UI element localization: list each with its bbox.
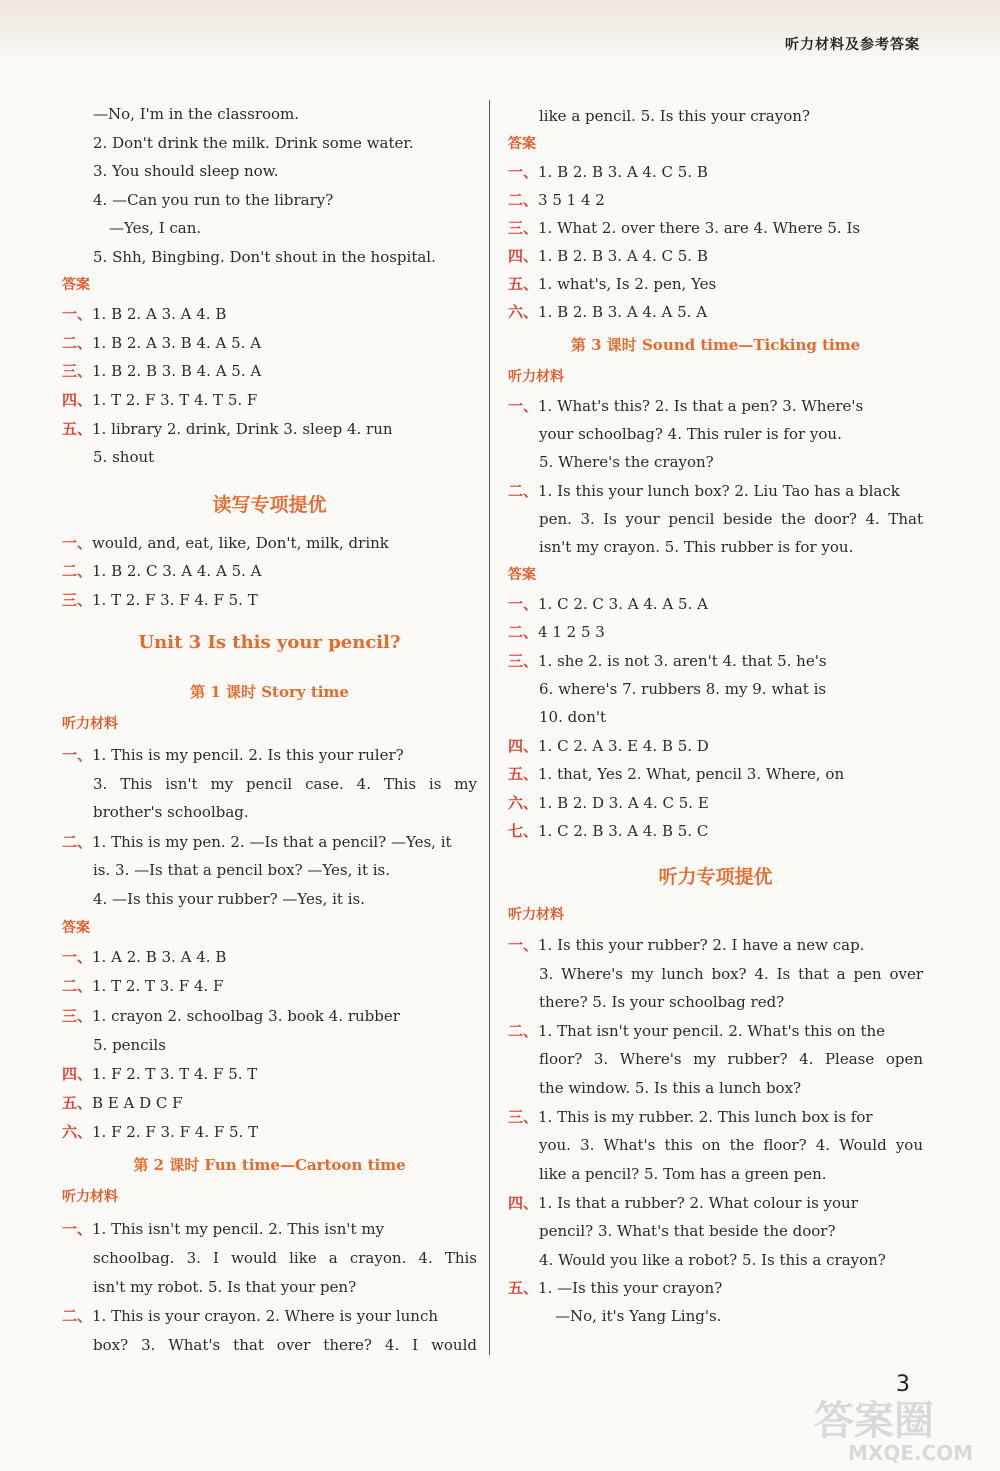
text-line: 5. shout xyxy=(93,448,155,466)
text-line: 五、1. what's, Is 2. pen, Yes xyxy=(508,275,717,293)
text-line: 四、1. B 2. B 3. A 4. C 5. B xyxy=(508,247,708,265)
page-header xyxy=(0,0,1000,62)
text-line: 三、1. she 2. is not 3. aren't 4. that 5. he's xyxy=(508,652,827,670)
text-line: 五、1. —Is this your crayon? xyxy=(508,1279,723,1297)
text-line: 二、1. Is this your lunch box? 2. Liu Tao has a black xyxy=(508,482,900,500)
text-line: 六、1. B 2. B 3. A 4. A 5. A xyxy=(508,303,708,321)
svg-text:MXQE.COM: MXQE.COM xyxy=(848,1441,974,1465)
section-heading: Unit 3 Is this your pencil? xyxy=(138,632,401,653)
text-line: 一、1. C 2. C 3. A 4. A 5. A xyxy=(508,595,708,613)
column-divider xyxy=(489,100,490,1355)
section-label: 答案 xyxy=(508,136,536,152)
text-line: 6. where's 7. rubbers 8. my 9. what is xyxy=(539,680,827,698)
text-line: 一、1. Is this your rubber? 2. I have a new cap. xyxy=(508,936,865,954)
text-line: 四、1. F 2. T 3. T 4. F 5. T xyxy=(62,1065,258,1083)
section-label: 答案 xyxy=(62,277,90,293)
text-line: is. 3. —Is that a pencil box? —Yes, it is. xyxy=(93,861,391,879)
header-title: 听力材料及参考答案 xyxy=(785,37,920,53)
text-line: 六、1. F 2. F 3. F 4. F 5. T xyxy=(62,1123,259,1141)
text-line: 五、B E A D C F xyxy=(62,1094,183,1112)
text-line: 一、would, and, eat, like, Don't, milk, drink xyxy=(62,534,389,552)
text-line: 一、1. What's this? 2. Is that a pen? 3. Where's xyxy=(508,397,864,415)
text-line: 2. Don't drink the milk. Drink some water. xyxy=(93,134,414,152)
text-line: 三、1. crayon 2. schoolbag 3. book 4. rubber xyxy=(62,1007,400,1025)
text-line: your schoolbag? 4. This ruler is for you. xyxy=(539,425,842,443)
text-line: schoolbag. 3. I would like a crayon. 4. This xyxy=(93,1249,477,1267)
text-line: 五、1. that, Yes 2. What, pencil 3. Where, on xyxy=(508,765,845,783)
text-line: 四、1. T 2. F 3. T 4. T 5. F xyxy=(62,391,258,409)
text-line: like a pencil? 5. Tom has a green pen. xyxy=(539,1165,827,1183)
text-line: 4. —Can you run to the library? xyxy=(93,191,334,209)
text-line: 三、1. What 2. over there 3. are 4. Where 5. Is xyxy=(508,219,861,237)
section-heading: 读写专项提优 xyxy=(212,494,327,516)
text-line: 3. You should sleep now. xyxy=(93,162,279,180)
text-line: —No, it's Yang Ling's. xyxy=(555,1307,722,1325)
text-line: 3. Where's my lunch box? 4. Is that a pen over xyxy=(539,965,923,983)
section-heading: 第 1 课时 Story time xyxy=(190,683,349,701)
text-line: 二、1. T 2. T 3. F 4. F xyxy=(62,977,224,995)
text-line: 二、1. B 2. A 3. B 4. A 5. A xyxy=(62,334,262,352)
text-line: 二、1. This is my pen. 2. —Is that a pencil? —Yes, it xyxy=(62,833,452,851)
section-label: 听力材料 xyxy=(508,369,564,385)
text-line: —Yes, I can. xyxy=(109,219,202,237)
text-line: 二、1. This is your crayon. 2. Where is your lunch xyxy=(62,1307,439,1325)
section-heading: 听力专项提优 xyxy=(658,866,773,888)
text-line: 七、1. C 2. B 3. A 4. B 5. C xyxy=(508,822,709,840)
page-number: 3 xyxy=(896,1372,910,1397)
section-label: 答案 xyxy=(508,567,536,583)
text-line: you. 3. What's this on the floor? 4. Would you xyxy=(539,1136,923,1154)
text-line: 一、1. B 2. B 3. A 4. C 5. B xyxy=(508,163,708,181)
text-line: pen. 3. Is your pencil beside the door? 4. That xyxy=(539,510,923,528)
text-line: floor? 3. Where's my rubber? 4. Please open xyxy=(539,1050,923,1068)
text-line: 3. This isn't my pencil case. 4. This is my xyxy=(93,775,477,793)
section-heading: 第 3 课时 Sound time—Ticking time xyxy=(570,336,861,354)
text-line: —No, I'm in the classroom. xyxy=(93,105,300,123)
text-line: isn't my robot. 5. Is that your pen? xyxy=(93,1278,357,1296)
text-line: 三、1. B 2. B 3. B 4. A 5. A xyxy=(62,362,262,380)
section-label: 听力材料 xyxy=(62,1189,118,1205)
section-label: 听力材料 xyxy=(508,907,564,923)
text-line: pencil? 3. What's that beside the door? xyxy=(539,1222,836,1240)
text-line: 5. pencils xyxy=(93,1036,166,1054)
text-line: like a pencil. 5. Is this your crayon? xyxy=(539,107,810,125)
text-line: box? 3. What's that over there? 4. I would xyxy=(93,1336,477,1354)
text-line: 二、3 5 1 4 2 xyxy=(508,191,605,209)
text-line: 4. —Is this your rubber? —Yes, it is. xyxy=(93,890,365,908)
text-line: 一、1. This is my pencil. 2. Is this your ruler? xyxy=(62,746,404,764)
text-line: 10. don't xyxy=(539,708,607,726)
text-line: 5. Where's the crayon? xyxy=(539,453,714,471)
text-line: 六、1. B 2. D 3. A 4. C 5. E xyxy=(508,794,709,812)
svg-text:答案圈: 答案圈 xyxy=(814,1398,934,1444)
text-line: 二、1. That isn't your pencil. 2. What's this on the xyxy=(508,1022,886,1040)
text-line: brother's schoolbag. xyxy=(93,803,249,821)
section-label: 听力材料 xyxy=(62,716,118,732)
text-line: 一、1. A 2. B 3. A 4. B xyxy=(62,948,227,966)
text-line: 三、1. T 2. F 3. F 4. F 5. T xyxy=(62,591,258,609)
text-line: 5. Shh, Bingbing. Don't shout in the hospital. xyxy=(93,248,436,266)
text-line: isn't my crayon. 5. This rubber is for you. xyxy=(539,538,854,556)
text-line: 四、1. Is that a rubber? 2. What colour is your xyxy=(508,1194,858,1212)
text-line: 二、1. B 2. C 3. A 4. A 5. A xyxy=(62,562,262,580)
text-line: 二、4 1 2 5 3 xyxy=(508,623,605,641)
text-line: the window. 5. Is this a lunch box? xyxy=(539,1079,802,1097)
text-line: 三、1. This is my rubber. 2. This lunch box is for xyxy=(508,1108,873,1126)
section-heading: 第 2 课时 Fun time—Cartoon time xyxy=(133,1156,406,1174)
text-line: 4. Would you like a robot? 5. Is this a crayon? xyxy=(539,1251,886,1269)
text-line: 五、1. library 2. drink, Drink 3. sleep 4. run xyxy=(62,420,393,438)
text-line: 一、1. This isn't my pencil. 2. This isn't my xyxy=(62,1220,385,1238)
text-line: 四、1. C 2. A 3. E 4. B 5. D xyxy=(508,737,709,755)
text-line: there? 5. Is your schoolbag red? xyxy=(539,993,785,1011)
text-line: 一、1. B 2. A 3. A 4. B xyxy=(62,305,227,323)
section-label: 答案 xyxy=(62,920,90,936)
watermark-logo-icon xyxy=(808,1390,988,1465)
